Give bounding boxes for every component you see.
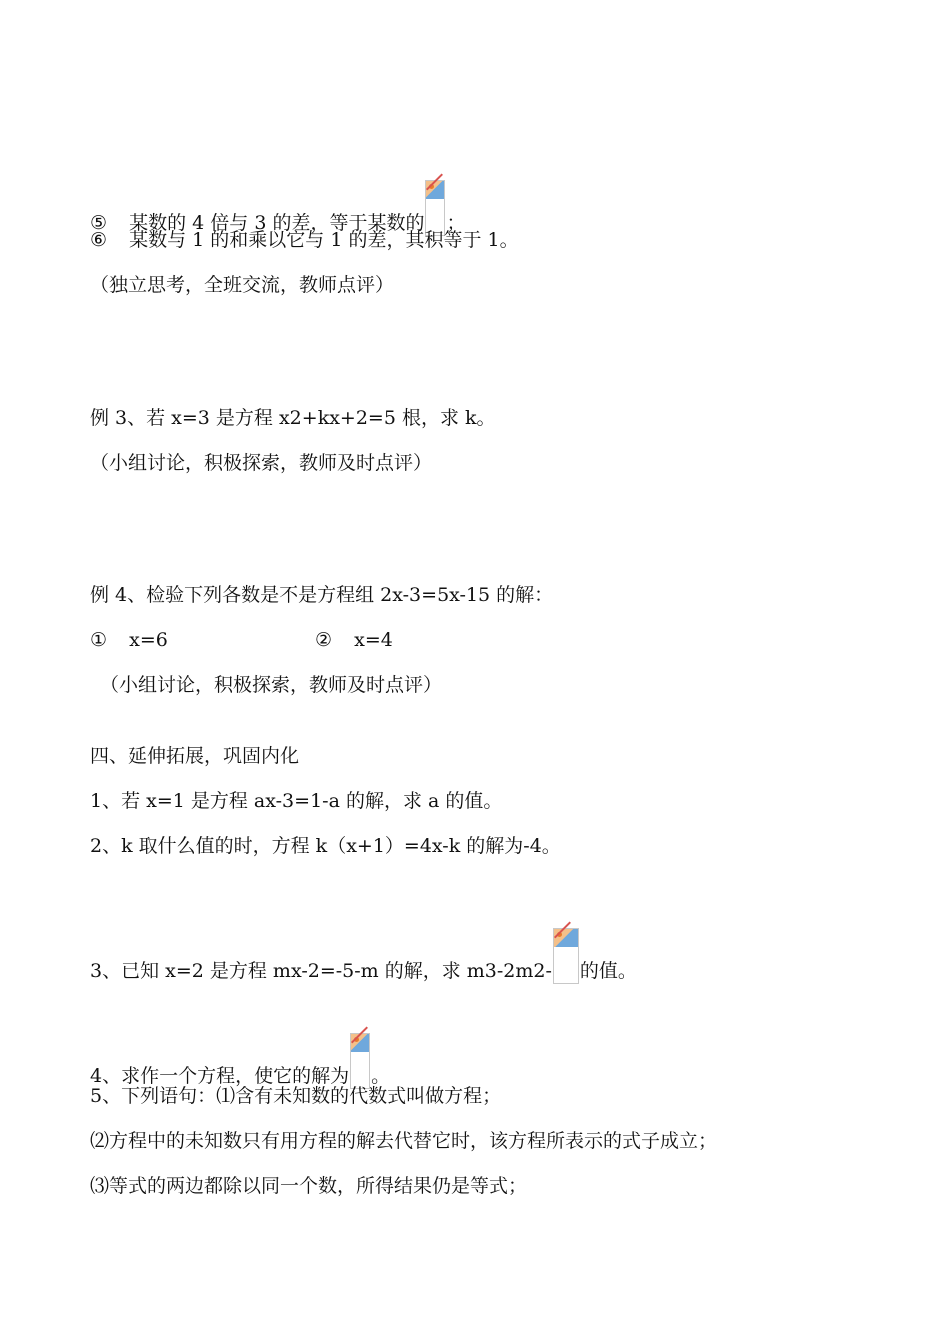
item-5-line	[90, 180, 466, 234]
option-2-text: x=4	[354, 629, 393, 651]
circled-number-5: ⑤	[90, 212, 108, 234]
item-6-line	[90, 227, 519, 253]
formula-image-icon	[553, 928, 579, 984]
circled-number-6: ⑥	[90, 229, 108, 251]
formula-image-icon	[350, 1033, 370, 1089]
circled-number-2: ②	[314, 629, 333, 651]
exercise-4-line	[90, 1033, 391, 1087]
exercise-4-text: 4、求作一个方程，使它的解为	[90, 1065, 350, 1087]
exercise-3-text: 3、已知 x=2 是方程 mx-2=-5-m 的解，求 m3-2m2-	[90, 960, 552, 982]
statement-3-line: ⑶等式的两边都除以同一个数，所得结果仍是等式；	[90, 1175, 528, 1197]
exercise-4-tail: 。	[371, 1065, 391, 1087]
statement-2-line: ⑵方程中的未知数只有用方程的解去代替它时，该方程所表示的式子成立；	[90, 1130, 718, 1152]
exercise-5-line: 5、下列语句：⑴含有未知数的代数式叫做方程；	[90, 1085, 502, 1107]
note-line: （小组讨论，积极探索，教师及时点评）	[90, 452, 433, 474]
option-1-text: x=6	[129, 629, 168, 651]
section-heading: 四、延伸拓展，巩固内化	[90, 745, 300, 767]
example-3-line: 例 3、若 x=3 是方程 x2+kx+2=5 根，求 k。	[90, 407, 496, 429]
example-4-line: 例 4、检验下列各数是不是方程组 2x-3=5x-15 的解：	[90, 584, 554, 606]
exercise-3-line	[90, 928, 637, 982]
exercise-3-tail: 的值。	[579, 960, 637, 982]
item-6-text: 某数与 1 的和乘以它与 1 的差，其积等于 1。	[129, 229, 519, 251]
item-5-tail: ；	[446, 212, 466, 234]
note-line: （小组讨论，积极探索，教师及时点评）	[100, 674, 443, 696]
options-line	[90, 627, 393, 653]
exercise-2-line: 2、k 取什么值的时，方程 k（x+1）=4x-k 的解为-4。	[90, 835, 561, 857]
note-line: （独立思考，全班交流，教师点评）	[90, 274, 395, 296]
item-5-text: 某数的 4 倍与 3 的差，等于某数的	[129, 212, 425, 234]
exercise-1-line: 1、若 x=1 是方程 ax-3=1-a 的解，求 a 的值。	[90, 790, 503, 812]
circled-number-1: ①	[90, 629, 108, 651]
